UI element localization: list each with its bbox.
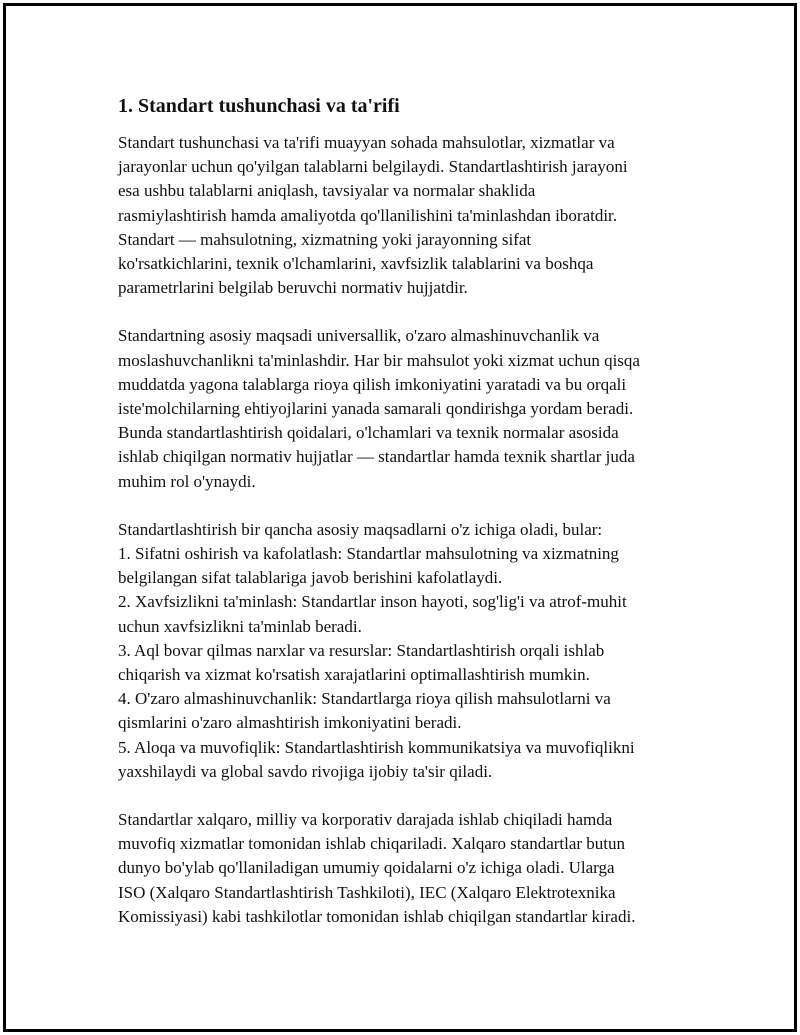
- text-line: Standart tushunchasi va ta'rifi muayyan sohada mahsulotlar, xizmatlar va: [118, 133, 615, 152]
- list-item-line: 2. Xavfsizlikni ta'minlash: Standartlar inson hayoti, sog'lig'i va atrof-muhit: [118, 592, 627, 612]
- text-line: Bunda standartlashtirish qoidalari, o'lchamlari va texnik normalar asosida: [118, 423, 619, 443]
- text-line: dunyo bo'ylab qo'llaniladigan umumiy qoidalarni o'z ichiga oladi. Ularga: [118, 858, 615, 878]
- list-item-line: 3. Aql bovar qilmas narxlar va resurslar: Standartlashtirish orqali ishlab: [118, 640, 605, 660]
- text-line: Standartning asosiy maqsadi universallik, o'zaro almashinuvchanlik va: [118, 326, 600, 346]
- text-line: esa ushbu talablarni aniqlash, tavsiyalar va normalar shaklida: [118, 181, 536, 201]
- list-item-line: yaxshilaydi va global savdo rivojiga ijobiy ta'sir qiladi.: [118, 761, 493, 781]
- text-line: muhim rol o'ynaydi.: [118, 471, 256, 491]
- text-line: rasmiylashtirish hamda amaliyotda qo'llanilishini ta'minlashdan iboratdir.: [118, 205, 618, 225]
- list-item-line: 1. Sifatni oshirish va kafolatlash: Standartlar mahsulotning va xizmatning: [118, 544, 619, 564]
- paragraph-definition: [118, 131, 718, 300]
- text-line: muddatda yagona talablarga rioya qilish imkoniyatini yaratadi va bu orqali: [118, 374, 627, 394]
- list-item-line: uchun xavfsizlikni ta'minlab beradi.: [118, 616, 362, 636]
- document-body: [118, 93, 718, 953]
- text-line: moslashuvchanlikni ta'minlashdir. Har bir mahsulot yoki xizmat uchun qisqa: [118, 350, 640, 370]
- list-item-line: belgilangan sifat talablariga javob berishini kafolatlaydi.: [118, 568, 503, 588]
- text-line: iste'molchilarning ehtiyojlarini yanada samarali qondirishga yordam beradi.: [118, 399, 634, 419]
- text-line: ishlab chiqilgan normativ hujjatlar — standartlar hamda texnik shartlar juda: [118, 447, 635, 467]
- text-line: muvofiq xizmatlar tomonidan ishlab chiqariladi. Xalqaro standartlar butun: [118, 834, 626, 854]
- text-line: Komissiyasi) kabi tashkilotlar tomonidan ishlab chiqilgan standartlar kiradi.: [118, 906, 636, 926]
- list-item-line: qismlarini o'zaro almashtirish imkoniyatini beradi.: [118, 713, 462, 733]
- list-item-line: 4. O'zaro almashinuvchanlik: Standartlarga rioya qilish mahsulotlarni va: [118, 689, 611, 709]
- text-line: Standartlar xalqaro, milliy va korporativ darajada ishlab chiqiladi hamda: [118, 810, 613, 830]
- text-line: Standart — mahsulotning, xizmatning yoki jarayonning sifat: [118, 229, 532, 249]
- text-line: jarayonlar uchun qo'yilgan talablarni belgilaydi. Standartlashtirish jarayoni: [118, 157, 628, 177]
- paragraph-levels: [118, 808, 718, 929]
- text-line: parametrlarini belgilab beruvchi normativ hujjatdir.: [118, 278, 468, 298]
- paragraph-goals-list: [118, 518, 718, 784]
- paragraph-purpose: [118, 324, 718, 493]
- section-heading: 1. Standart tushunchasi va ta'rifi: [118, 95, 400, 117]
- text-line: Standartlashtirish bir qancha asosiy maqsadlarni o'z ichiga oladi, bular:: [118, 519, 603, 539]
- list-item-line: chiqarish va xizmat ko'rsatish xarajatlarini optimallashtirish mumkin.: [118, 665, 590, 685]
- text-line: ko'rsatkichlarini, texnik o'lchamlarini, xavfsizlik talablarini va boshqa: [118, 254, 594, 274]
- text-line: ISO (Xalqaro Standartlashtirish Tashkiloti), IEC (Xalqaro Elektrotexnika: [118, 882, 616, 902]
- list-item-line: 5. Aloqa va muvofiqlik: Standartlashtirish kommunikatsiya va muvofiqlikni: [118, 737, 635, 757]
